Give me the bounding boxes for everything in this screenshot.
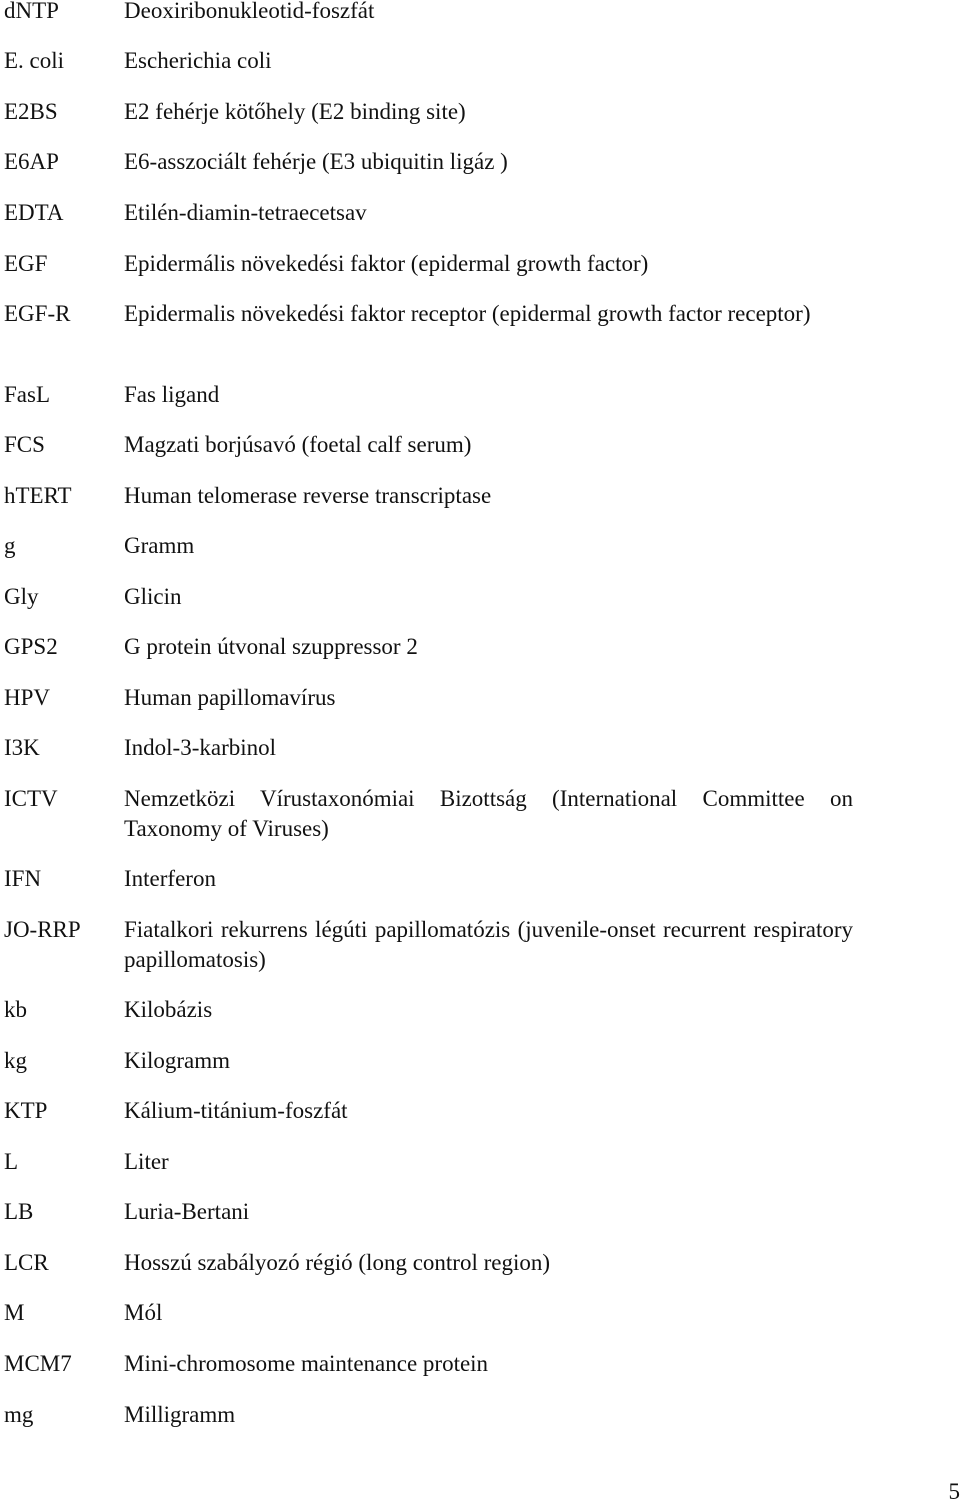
abbreviation: FCS xyxy=(4,430,45,460)
definition: Gramm xyxy=(124,531,853,561)
abbreviation: EGF xyxy=(4,249,47,279)
page-number: 5 xyxy=(949,1477,960,1507)
abbreviation: LCR xyxy=(4,1248,49,1278)
definition: Nemzetközi Vírustaxonómiai Bizottság (International Committee on Taxonomy of Viruses) xyxy=(124,784,853,844)
definition: Human telomerase reverse transcriptase xyxy=(124,481,853,511)
abbreviation: kg xyxy=(4,1046,27,1076)
abbreviation: GPS2 xyxy=(4,632,58,662)
abbreviation: EGF-R xyxy=(4,299,70,329)
abbreviation: IFN xyxy=(4,864,41,894)
abbreviation: JO-RRP xyxy=(4,915,81,945)
abbreviation: FasL xyxy=(4,380,50,410)
abbreviation: dNTP xyxy=(4,0,59,26)
definition: Interferon xyxy=(124,864,853,894)
abbreviation: E6AP xyxy=(4,147,59,177)
abbreviation: E. coli xyxy=(4,46,64,76)
abbreviation: LB xyxy=(4,1197,33,1227)
definition: Escherichia coli xyxy=(124,46,853,76)
abbreviation: kb xyxy=(4,995,27,1025)
definition: Glicin xyxy=(124,582,853,612)
definition: Epidermális növekedési faktor (epidermal growth factor) xyxy=(124,249,853,279)
definition: G protein útvonal szuppressor 2 xyxy=(124,632,853,662)
abbreviation: mg xyxy=(4,1400,33,1430)
definition: Etilén-diamin-tetraecetsav xyxy=(124,198,853,228)
definition: Kilobázis xyxy=(124,995,853,1025)
definition: Human papillomavírus xyxy=(124,683,853,713)
abbreviation: ICTV xyxy=(4,784,58,814)
abbreviation: I3K xyxy=(4,733,40,763)
definition: Kálium-titánium-foszfát xyxy=(124,1096,853,1126)
definition: Epidermalis növekedési faktor receptor (epidermal growth factor receptor) xyxy=(124,299,853,329)
abbreviation: M xyxy=(4,1298,24,1328)
abbreviation: Gly xyxy=(4,582,39,612)
definition: Luria-Bertani xyxy=(124,1197,853,1227)
abbreviation: KTP xyxy=(4,1096,47,1126)
definition: E2 fehérje kötőhely (E2 binding site) xyxy=(124,97,853,127)
abbreviation: g xyxy=(4,531,16,561)
abbreviation: L xyxy=(4,1147,18,1177)
definition: Indol-3-karbinol xyxy=(124,733,853,763)
definition: Kilogramm xyxy=(124,1046,853,1076)
abbreviation: E2BS xyxy=(4,97,58,127)
definition: Hosszú szabályozó régió (long control region) xyxy=(124,1248,853,1278)
definition: Milligramm xyxy=(124,1400,853,1430)
definition: Mól xyxy=(124,1298,853,1328)
definition: Fas ligand xyxy=(124,380,853,410)
abbreviation: EDTA xyxy=(4,198,63,228)
definition: Liter xyxy=(124,1147,853,1177)
definition: Mini-chromosome maintenance protein xyxy=(124,1349,853,1379)
abbreviation: HPV xyxy=(4,683,50,713)
definition: Magzati borjúsavó (foetal calf serum) xyxy=(124,430,853,460)
definition: Deoxiribonukleotid-foszfát xyxy=(124,0,853,26)
abbreviation: hTERT xyxy=(4,481,72,511)
abbreviation: MCM7 xyxy=(4,1349,72,1379)
definition: Fiatalkori rekurrens légúti papillomatózis (juvenile-onset recurrent respiratory papillomatosis) xyxy=(124,915,853,975)
definition: E6-asszociált fehérje (E3 ubiquitin ligáz ) xyxy=(124,147,853,177)
